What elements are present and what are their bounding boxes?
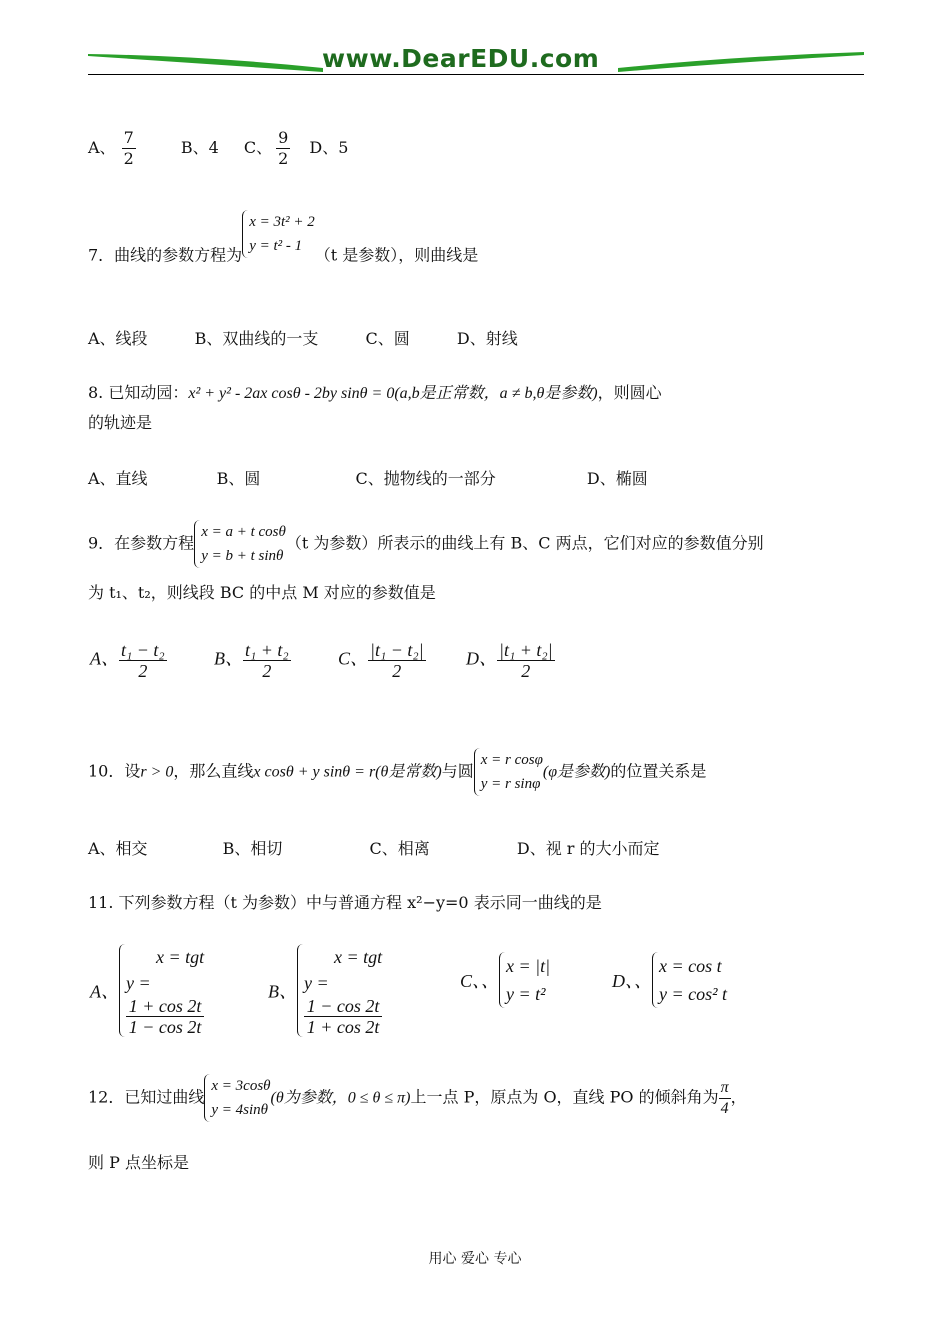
q11-option-a — [90, 944, 204, 1037]
q9-option-b-label: B、 — [214, 648, 243, 669]
header-rule — [88, 74, 864, 75]
q11-option-a-eq2-left: y = — [126, 973, 151, 993]
q12-system — [204, 1074, 270, 1122]
q8-suffix: ，则圆心 — [597, 383, 662, 402]
q8-prefix: 8. 已知动园： — [88, 383, 189, 402]
q9-eq2: y = b + t sinθ — [201, 548, 284, 564]
q11-option-d — [612, 952, 727, 1008]
q12-eq2: y = 4sinθ — [211, 1102, 269, 1118]
q7-option-a: A、线段 — [88, 329, 148, 348]
q6-option-a-num: 7 — [123, 128, 134, 147]
q10-stem — [88, 748, 706, 796]
q8-stem — [88, 380, 662, 403]
q11-option-b — [268, 944, 382, 1037]
q10-param: (φ是参数) — [542, 763, 611, 781]
q8-options — [88, 466, 648, 489]
q11-option-c — [460, 952, 550, 1008]
q7-prefix: 7．曲线的参数方程为 — [88, 245, 243, 265]
q9-option-d-label: D、 — [466, 648, 497, 669]
q7-options — [88, 326, 518, 349]
q10-option-c: C、相离 — [369, 839, 430, 858]
q10-option-a: A、相交 — [88, 839, 148, 858]
q11-option-d-eq2: y = cos² t — [659, 984, 728, 1004]
q9-suffix: （t 为参数）所表示的曲线上有 B、C 两点，它们对应的参数值分别 — [285, 533, 764, 553]
q12-angle-num: π — [719, 1078, 731, 1099]
q12-line2: 则 P 点坐标是 — [88, 1153, 189, 1172]
q7-eq1: x = 3t² + 2 — [249, 214, 315, 230]
q9-line2: 为 t₁、t₂，则线段 BC 的中点 M 对应的参数值是 — [88, 583, 436, 602]
q11-option-a-eq2-num: 1 + cos 2t — [126, 996, 204, 1017]
q12-prefix: 12．已知过曲线 — [88, 1087, 205, 1107]
q7-option-d: D、射线 — [456, 329, 518, 348]
q6-option-c-label: C、 — [243, 138, 273, 157]
page-footer: 用心 爱心 专心 — [428, 1251, 522, 1267]
q11-option-a-label: A、 — [90, 981, 119, 1002]
site-logo-text[interactable]: www.DearEDU.com — [322, 44, 600, 73]
q9-option-a-label: A、 — [90, 648, 119, 669]
q9-option-b-den: 2 — [262, 661, 272, 681]
q7-option-b: B、双曲线的一支 — [194, 329, 319, 348]
q9-option-a — [90, 640, 167, 681]
q6-option-b: B、4 — [180, 138, 219, 157]
q6-option-a-label: A、 — [88, 138, 116, 157]
q6-option-d: D、5 — [309, 138, 349, 157]
q11-option-a-eq2-den: 1 − cos 2t — [128, 1017, 202, 1037]
q7-eq2: y = t² - 1 — [249, 238, 303, 254]
q11-option-d-system — [652, 952, 727, 1008]
q8-option-c: C、抛物线的一部分 — [355, 469, 496, 488]
q9-option-a-den: 2 — [138, 661, 148, 681]
q9-option-d-den: 2 — [521, 661, 531, 681]
q11-option-b-eq2-left: y = — [304, 973, 329, 993]
q10-line-eq: x cosθ + y sinθ = r(θ是常数) — [253, 763, 442, 781]
q11-option-b-eq2-den: 1 + cos 2t — [306, 1017, 380, 1037]
q11-option-b-label: B、 — [268, 981, 297, 1002]
q11-option-c-label: C、、 — [460, 971, 500, 991]
q11-option-d-label: D、、 — [612, 971, 652, 991]
q8-option-d: D、椭圆 — [586, 469, 648, 488]
q9-option-b — [214, 640, 291, 681]
q11-option-c-system — [499, 952, 550, 1008]
q9-prefix: 9．在参数方程 — [88, 533, 195, 553]
q11-option-c-eq2: y = t² — [506, 984, 546, 1004]
q12-param: (θ为参数，0 ≤ θ ≤ π) — [270, 1089, 411, 1107]
q6-option-a-den: 2 — [123, 149, 134, 168]
q6-option-c-den: 2 — [278, 149, 289, 168]
q12-stem — [88, 1074, 747, 1122]
q9-option-c-label: C、 — [338, 648, 369, 669]
q9-option-c-den: 2 — [392, 661, 402, 681]
q11-option-b-eq2-num: 1 − cos 2t — [304, 996, 382, 1017]
q12-suffix: ， — [730, 1087, 747, 1107]
q8-formula: x² + y² - 2ax cosθ - 2by sinθ = 0(a,b是正常数，a ≠ b,θ是参数) — [188, 385, 598, 402]
q7-system — [242, 210, 315, 258]
q12-angle-den: 4 — [720, 1099, 729, 1117]
q9-system — [194, 520, 286, 568]
q11-option-a-eq1: x = tgt — [156, 947, 205, 967]
q11-option-c-eq1: x = |t| — [506, 956, 551, 976]
q10-options — [88, 836, 660, 859]
q6-options — [88, 128, 348, 169]
q11-stem: 11. 下列参数方程（t 为参数）中与普通方程 x²−y=0 表示同一曲线的是 — [88, 893, 602, 912]
q10-option-d: D、视 r 的大小而定 — [516, 839, 660, 858]
q10-mid1: ，那么直线 — [173, 761, 254, 781]
q9-option-d-num: |t₁ + t₂| — [499, 640, 553, 660]
q8-option-b: B、圆 — [216, 469, 261, 488]
q10-eq1: x = r cosφ — [480, 752, 543, 768]
q12-mid: 上一点 P，原点为 O，直线 PO 的倾斜角为 — [410, 1087, 719, 1107]
q12-eq1: x = 3cosθ — [211, 1078, 271, 1094]
q7-suffix: （t 是参数），则曲线是 — [314, 245, 479, 265]
q8-line2: 的轨迹是 — [88, 413, 153, 432]
q8-option-a: A、直线 — [88, 469, 148, 488]
q9-option-b-num: t₁ + t₂ — [245, 640, 289, 660]
q7-stem — [88, 210, 478, 266]
q9-option-a-num: t₁ − t₂ — [121, 640, 165, 660]
q9-option-d — [466, 640, 555, 681]
q11-option-b-eq1: x = tgt — [334, 947, 383, 967]
q10-mid2: 与圆 — [441, 761, 474, 781]
q10-option-b: B、相切 — [222, 839, 283, 858]
q10-prefix: 10．设 — [88, 761, 141, 781]
q9-eq1: x = a + t cosθ — [201, 524, 286, 540]
q9-option-c — [338, 640, 426, 681]
q11-option-d-eq1: x = cos t — [659, 956, 722, 976]
q9-stem — [88, 520, 764, 568]
q11-option-a-system — [119, 944, 204, 1037]
q10-suffix: 的位置关系是 — [610, 761, 707, 781]
q7-option-c: C、圆 — [365, 329, 410, 348]
q10-cond: r > 0 — [140, 763, 174, 781]
q9-option-c-num: |t₁ − t₂| — [370, 640, 424, 660]
q11-option-b-system — [297, 944, 382, 1037]
q10-eq2: y = r sinφ — [480, 776, 541, 792]
q6-option-c-num: 9 — [278, 128, 289, 147]
q10-system — [474, 748, 543, 796]
